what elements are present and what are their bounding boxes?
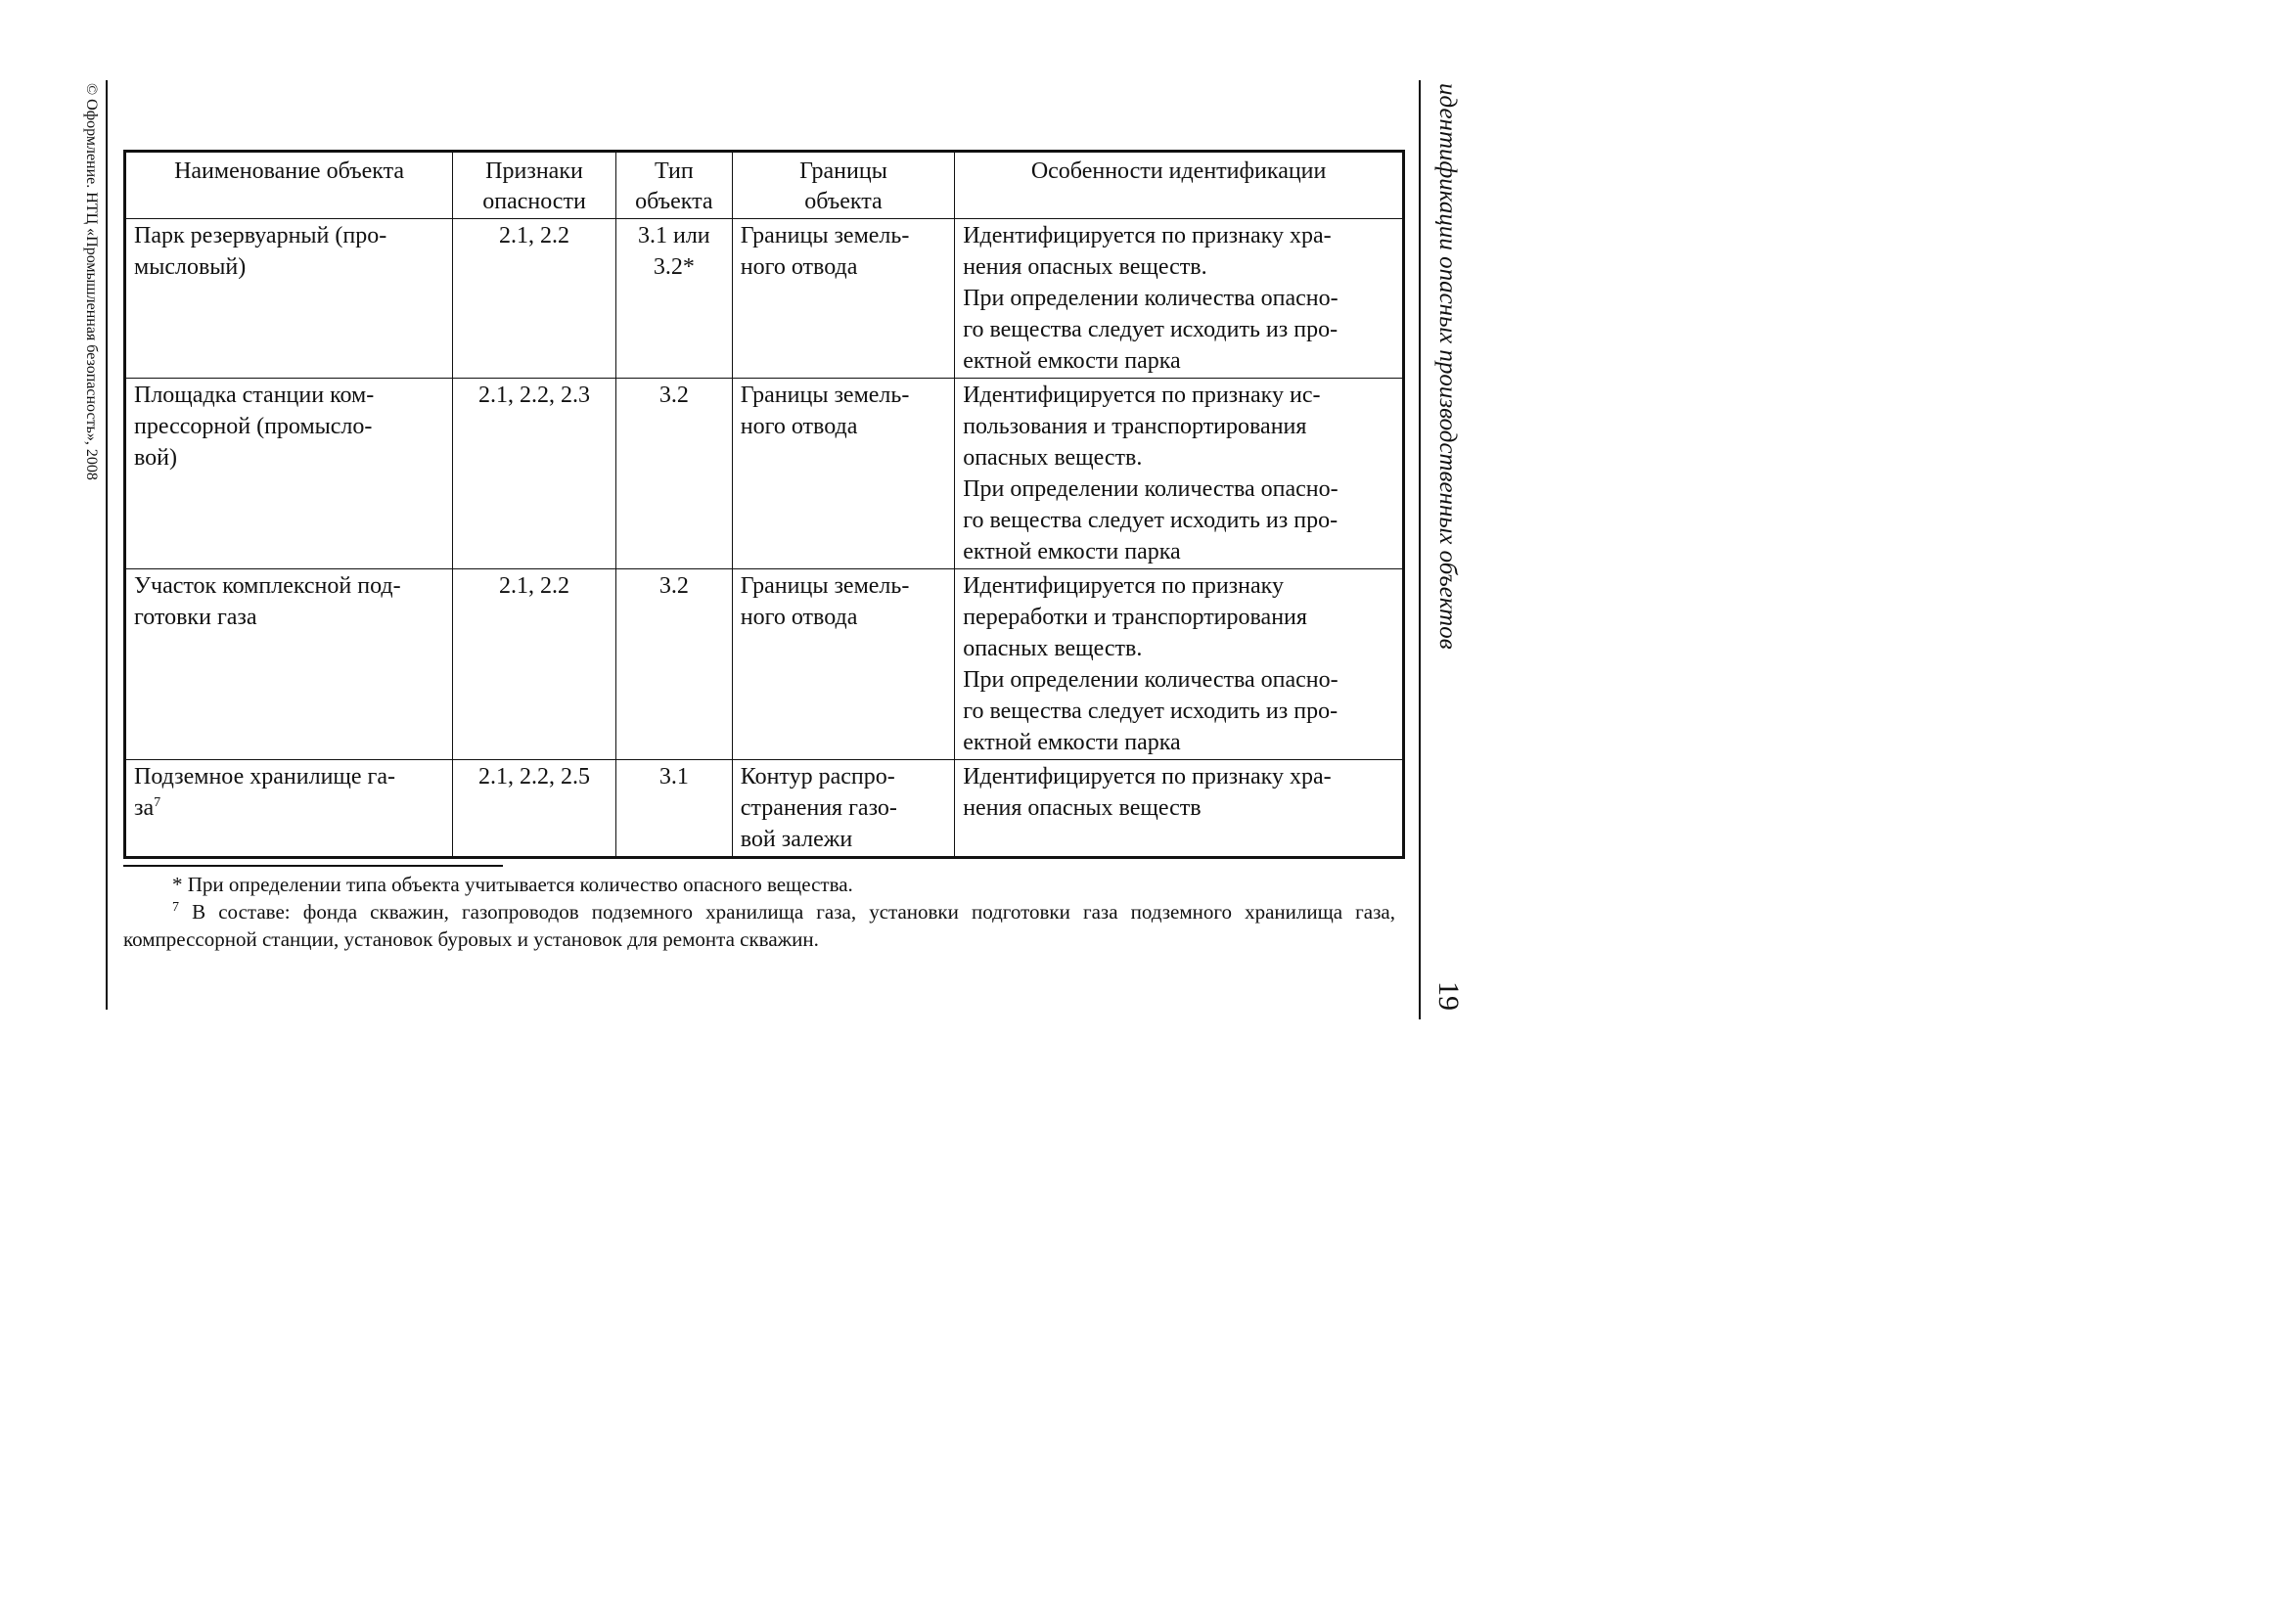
object-name-cell: Парк резервуарный (про- мысловый) (125, 219, 453, 379)
right-margin-rule (1419, 80, 1421, 1019)
table-row (125, 760, 1404, 858)
copyright-text: © Оформление. НТЦ «Промышленная безопасность», 2008 (83, 83, 100, 480)
footnote-star: * При определении типа объекта учитывается количество опасного вещества. (172, 873, 853, 896)
header-object-name: Наименование объекта (125, 152, 453, 219)
header-object-type: Тип объекта (615, 152, 732, 219)
table-row (125, 379, 1404, 569)
left-margin-rule (106, 80, 108, 1010)
object-name-cell: Участок комплексной под- готовки газа (125, 569, 453, 760)
object-type-cell: 3.2 (615, 379, 732, 569)
hazard-signs-cell: 2.1, 2.2 (453, 569, 616, 760)
object-type-cell: 3.2 (615, 569, 732, 760)
object-name-cell: Площадка станции ком- прессорной (промысло- вой) (125, 379, 453, 569)
header-identification-features: Особенности идентификации (955, 152, 1404, 219)
footnote-7: $^7$ В составе: фонда скважин, газопроводов подземного хранилища газа, установки подготовки газа подземного хранилища газа, компрессорной станции, установок буровых и установок для ремонта скважин. (123, 900, 1395, 951)
footnote-rule (123, 865, 503, 867)
header-object-bounds: Границы объекта (732, 152, 954, 219)
hazard-signs-cell: 2.1, 2.2, 2.5 (453, 760, 616, 858)
footnote-ref: 7 (154, 795, 161, 810)
object-bounds-cell: Границы земель- ного отвода (732, 569, 954, 760)
identification-features-cell: Идентифицируется по признаку хра- нения опасных веществ. При определении количества опасно- го вещества следует исходить из про- ектной емкости парка (955, 219, 1404, 379)
object-type-cell: 3.1 или 3.2* (615, 219, 732, 379)
page-number-text: 19 (1432, 981, 1465, 1011)
identification-features-cell: Идентифицируется по признаку переработки и транспортирования опасных веществ. При определении количества опасно- го вещества следует исходить из про- ектной емкости парка (955, 569, 1404, 760)
identification-table (123, 150, 1405, 859)
object-type-cell: 3.1 (615, 760, 732, 858)
hazard-signs-cell: 2.1, 2.2, 2.3 (453, 379, 616, 569)
table-header-row (125, 152, 1404, 219)
object-name-cell: Подземное хранилище га- $за^7$ (125, 760, 453, 858)
running-header-text: идентификации опасных производственных объектов (1434, 83, 1461, 650)
hazard-signs-cell: 2.1, 2.2 (453, 219, 616, 379)
identification-features-cell: Идентифицируется по признаку ис- пользования и транспортирования опасных веществ. При определении количества опасно- го вещества следует исходить из про- ектной емкости парка (955, 379, 1404, 569)
identification-features-cell: Идентифицируется по признаку хра- нения опасных веществ (955, 760, 1404, 858)
footnotes (123, 871, 1395, 953)
object-bounds-cell: Границы земель- ного отвода (732, 379, 954, 569)
table-row (125, 219, 1404, 379)
table-row (125, 569, 1404, 760)
object-bounds-cell: Контур распро- странения газо- вой залежи (732, 760, 954, 858)
header-hazard-signs: Признаки опасности (453, 152, 616, 219)
object-bounds-cell: Границы земель- ного отвода (732, 219, 954, 379)
